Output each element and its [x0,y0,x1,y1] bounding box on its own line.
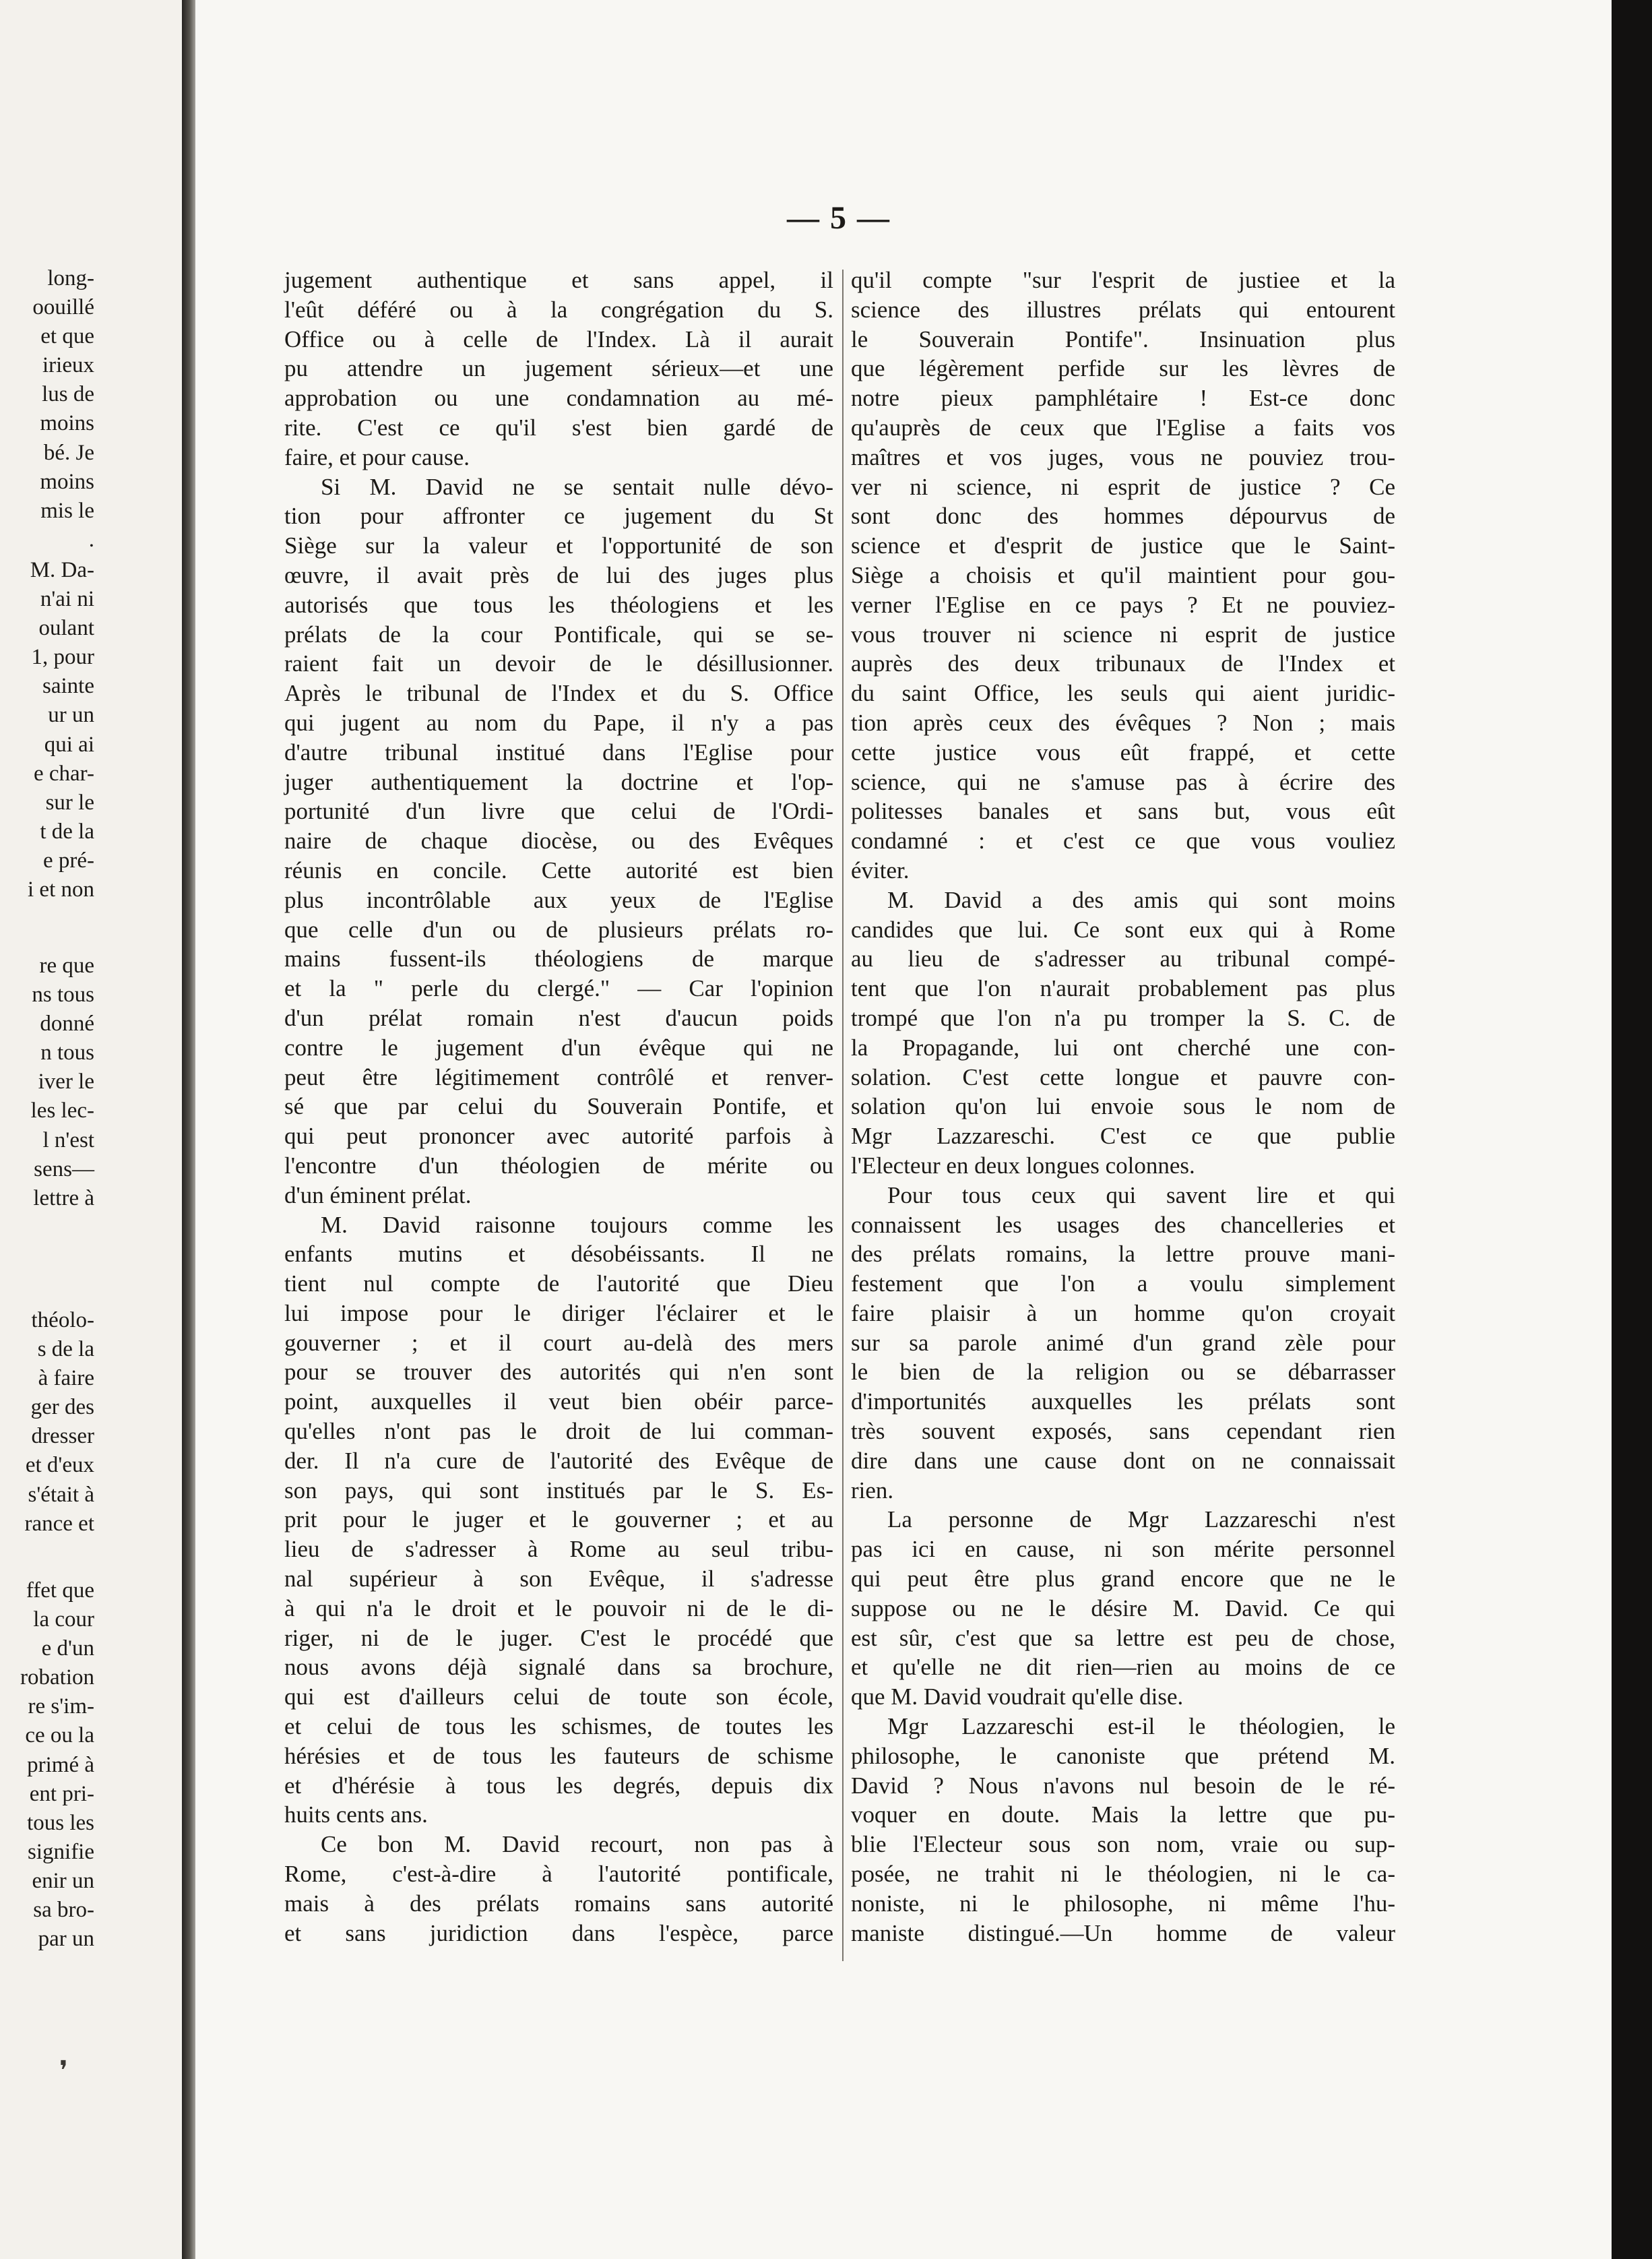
text-line: très souvent exposés, sans cependant rien [851,1418,1395,1445]
facing-page-line: e d'un [41,1636,94,1661]
text-line: ver ni science, ni esprit de justice ? Ce [851,473,1395,500]
text-line: Siège sur la valeur et l'opportunité de son [284,532,833,559]
facing-page-line: moins [40,411,94,436]
text-line: qu'auprès de ceux que l'Eglise a faits vos [851,414,1395,441]
text-line: condamné : et c'est ce que vous vouliez [851,828,1395,855]
text-line: M. David a des amis qui sont moins [887,886,1395,913]
facing-page-line: long- [47,266,94,290]
facing-page-line: donné [40,1012,94,1036]
text-line: tient nul compte de l'autorité que Dieu [284,1270,833,1297]
facing-page-line: l n'est [42,1127,94,1152]
text-line: M. David raisonne toujours comme les [321,1211,833,1238]
text-line: qui peut être plus grand encore que ne le [851,1566,1395,1592]
facing-page-text-block [0,264,94,555]
text-line: qu'elles n'ont pas le droit de lui comman- [284,1418,833,1445]
facing-page-text-block [0,952,94,1213]
column-rule [842,270,844,1961]
text-line: raient fait un devoir de le désillusionner. [284,650,833,677]
text-line: des prélats romains, la lettre prouve mani- [851,1241,1395,1268]
text-line: riger, ni de le juger. C'est le procédé que [284,1624,833,1651]
text-line: sé que par celui du Souverain Pontife, et [284,1093,833,1120]
text-line: mains fussent-ils théologiens de marque [284,946,833,972]
text-line: que légèrement perfide sur les lèvres de [851,355,1395,382]
text-line: prélats de la cour Pontificale, qui se se- [284,621,833,648]
facing-page-line: e pré- [42,848,94,873]
text-line: juger authentiquement la doctrine et l'op- [284,768,833,795]
text-line: portunité d'un livre que celui de l'Ordi- [284,798,833,825]
book-gutter [182,0,195,2259]
text-line: d'autre tribunal institué dans l'Eglise pour [284,739,833,766]
facing-page-line: irieux [42,353,94,378]
text-line: science et d'esprit de justice que le Saint- [851,532,1395,559]
text-line: Mgr Lazzareschi. C'est ce que publie [851,1123,1395,1150]
text-line: vous trouver ni science ni esprit de justice [851,621,1395,648]
facing-page-line: théolo- [31,1308,94,1332]
text-line: qui jugent au nom du Pape, il n'y a pas [284,709,833,736]
text-line: éviter. [851,857,910,884]
text-line: Ce bon M. David recourt, non pas à [321,1831,833,1858]
facing-page-line: lettre à [33,1185,94,1210]
text-line: nal supérieur à son Evêque, il s'adresse [284,1566,833,1592]
text-line: connaissent les usages des chancelleries et [851,1211,1395,1238]
facing-page-line: M. Da- [30,558,94,582]
text-line: la Propagande, lui ont cherché une con- [851,1034,1395,1061]
facing-page-line: re que [39,954,94,978]
text-line: à qui n'a le droit et le pouvoir ni de le di- [284,1595,833,1621]
text-line: cette justice vous eût frappé, et cette [851,739,1395,766]
text-line: gouverner ; et il court au-delà des mers [284,1329,833,1356]
text-line: réunis en concile. Cette autorité est bien [284,857,833,884]
text-line: science, qui ne s'amuse pas à écrire des [851,768,1395,795]
facing-page-line: bé. Je [43,440,94,465]
text-line: le Souverain Pontife". Insinuation plus [851,326,1395,352]
page-edge-shadow [1612,0,1652,2259]
text-line: science des illustres prélats qui entourent [851,296,1395,323]
text-line: tion pour affronter ce jugement du St [284,503,833,530]
text-line: candides que lui. Ce sont eux qui à Rome [851,916,1395,943]
text-line: Pour tous ceux qui savent lire et qui [887,1181,1395,1208]
text-line: lui impose pour le diriger l'éclairer et le [284,1299,833,1326]
text-line: maîtres et vos juges, vous ne pouviez trou- [851,443,1395,470]
facing-page-line: e char- [33,761,94,786]
text-line: sur sa parole animé d'un grand zèle pour [851,1329,1395,1356]
facing-page-line: ger des [30,1395,94,1420]
text-line: qui est d'ailleurs celui de toute son école, [284,1683,833,1710]
text-line: d'un prélat romain n'est d'aucun poids [284,1004,833,1031]
text-line: notre pieux pamphlétaire ! Est-ce donc [851,385,1395,412]
text-line: festement que l'on a voulu simplement [851,1270,1395,1297]
text-line: rien. [851,1477,894,1504]
facing-page-line: et que [40,324,94,349]
text-line: hérésies et de tous les fauteurs de schisme [284,1742,833,1769]
text-line: philosophe, le canoniste que prétend M. [851,1742,1395,1769]
text-line: mais à des prélats romains sans autorité [284,1890,833,1917]
facing-page-line: . [88,527,94,552]
facing-page-line: signifie [28,1839,94,1864]
facing-page-line: ce ou la [25,1723,94,1748]
text-line: enfants mutins et désobéissants. Il ne [284,1241,833,1268]
facing-page-line: t de la [40,819,94,844]
facing-page-line: sur le [45,790,94,815]
text-line: Siège a choisis et qu'il maintient pour gou- [851,561,1395,588]
facing-page-line: i et non [28,877,94,902]
text-line: David ? Nous n'avons nul besoin de le ré- [851,1772,1395,1799]
text-line: pu attendre un jugement sérieux—et une [284,355,833,382]
text-line: point, auxquelles il veut bien obéir parce- [284,1388,833,1415]
facing-page-line: primé à [27,1752,94,1777]
facing-page-line: lus de [42,382,94,407]
text-line: que celle d'un ou de plusieurs prélats ro- [284,916,833,943]
text-column-left [284,266,833,1948]
text-line: peut être légitimement contrôlé et renver- [284,1063,833,1090]
text-line: politesses banales et sans but, vous eût [851,798,1395,825]
text-line: le bien de la religion ou se débarrasser [851,1359,1395,1386]
facing-page-line: n tous [40,1041,94,1065]
facing-page-line: 1, pour [31,645,94,670]
facing-page-text-block [0,1576,94,1954]
text-line: faire, et pour cause. [284,443,470,470]
text-line: tion après ceux des évêques ? Non ; mais [851,709,1395,736]
text-line: trompé que l'on n'a pu tromper la S. C. de [851,1004,1395,1031]
facing-page-line: dresser [31,1424,94,1449]
text-line: pour se trouver des autorités qui n'en sont [284,1359,833,1386]
facing-page-line: oulant [38,616,94,641]
text-line: maniste distingué.—Un homme de valeur [851,1919,1395,1946]
facing-page-line: n'ai ni [40,587,94,612]
text-line: au lieu de s'adresser au tribunal compé- [851,946,1395,972]
facing-page-line: oouillé [32,295,94,320]
facing-page-line: s de la [37,1337,94,1362]
text-line: posée, ne trahit ni le théologien, ni le ca- [851,1861,1395,1888]
text-line: Office ou à celle de l'Index. Là il aurait [284,326,833,352]
facing-page-line: les lec- [30,1098,94,1123]
text-line: auprès des deux tribunaux de l'Index et [851,650,1395,677]
facing-page-line: robation [20,1665,94,1690]
text-line: voquer en doute. Mais la lettre que pu- [851,1801,1395,1828]
facing-page-line: re s'im- [28,1694,94,1719]
text-line: et qu'elle ne dit rien—rien au moins de ce [851,1654,1395,1681]
text-line: qu'il compte "sur l'esprit de justiee et la [851,267,1395,293]
text-line: est sûr, c'est que sa lettre est peu de chose, [851,1624,1395,1651]
facing-page-fragment [0,0,182,2259]
facing-page-line: et d'eux [25,1453,94,1478]
facing-page-line: sainte [42,674,94,699]
text-line: nous avons déjà signalé dans sa brochure, [284,1654,833,1681]
text-line: l'Electeur en deux longues colonnes. [851,1152,1195,1179]
text-line: Après le tribunal de l'Index et du S. Office [284,680,833,707]
text-line: et celui de tous les schismes, de toutes les [284,1713,833,1740]
facing-page-line: sa bro- [33,1898,94,1923]
facing-page-line: ur un [48,703,94,728]
facing-page-line: par un [38,1927,94,1952]
text-line: solation. C'est cette longue et pauvre con- [851,1063,1395,1090]
text-line: prit pour le juger et le gouverner ; et au [284,1506,833,1533]
text-line: suppose ou ne le désire M. David. Ce qui [851,1595,1395,1621]
text-line: Si M. David ne se sentait nulle dévo- [321,473,833,500]
facing-page-line: ns tous [32,983,94,1008]
text-line: jugement authentique et sans appel, il [284,267,833,293]
facing-page-line: à faire [38,1366,94,1391]
text-line: l'eût déféré ou à la congrégation du S. [284,296,833,323]
facing-page-line: enir un [32,1868,94,1893]
text-line: et la " perle du clergé." — Car l'opinion [284,975,833,1002]
text-line: Mgr Lazzareschi est-il le théologien, le [887,1713,1395,1740]
facing-page-line: sens— [34,1156,94,1181]
facing-page-text-block [0,1306,94,1539]
facing-page-line: tous les [27,1810,94,1835]
text-line: d'un éminent prélat. [284,1181,472,1208]
text-line: œuvre, il avait près de lui des juges plus [284,561,833,588]
facing-page-line: qui ai [44,732,94,757]
text-line: dire dans une cause dont on ne connaissait [851,1447,1395,1474]
text-column-right [851,266,1395,1948]
text-line: der. Il n'a cure de l'autorité des Evêque de [284,1447,833,1474]
facing-page-line: ffet que [26,1578,94,1603]
text-line: plus incontrôlable aux yeux de l'Eglise [284,886,833,913]
text-line: contre le jugement d'un évêque qui ne [284,1034,833,1061]
text-line: l'encontre d'un théologien de mérite ou [284,1152,833,1179]
text-line: et sans juridiction dans l'espèce, parce [284,1919,833,1946]
text-line: son pays, qui sont institués par le S. Es- [284,1477,833,1504]
facing-page-line: rance et [24,1511,94,1536]
facing-page-line: iver le [38,1070,94,1094]
text-line: rite. C'est ce qu'il s'est bien gardé de [284,414,833,441]
text-line: pas ici en cause, ni son mérite personnel [851,1536,1395,1563]
text-line: tent que l'on n'aurait probablement pas plus [851,975,1395,1002]
text-line: approbation ou une condamnation au mé- [284,385,833,412]
facing-page-text-block [0,556,94,904]
facing-page-line: la cour [33,1607,94,1632]
page-number: — 5 — [787,200,891,236]
text-line: lieu de s'adresser à Rome au seul tribu- [284,1536,833,1563]
text-line: huits cents ans. [284,1801,428,1828]
text-line: solation qu'on lui envoie sous le nom de [851,1093,1395,1120]
facing-page-line: ent pri- [29,1781,94,1806]
text-line: blie l'Electeur sous son nom, vraie ou sup- [851,1831,1395,1858]
facing-page-line: moins [40,469,94,494]
text-line: sont donc des hommes dépourvus de [851,503,1395,530]
ink-mark: ❜ [59,2055,68,2086]
text-line: qui peut prononcer avec autorité parfois à [284,1123,833,1150]
facing-page-line: s'était à [28,1482,94,1507]
text-line: autorisés que tous les théologiens et les [284,591,833,618]
text-line: d'importunités auxquelles les prélats sont [851,1388,1395,1415]
text-line: verner l'Eglise en ce pays ? Et ne pouviez- [851,591,1395,618]
text-line: naire de chaque diocèse, ou des Evêques [284,828,833,855]
text-line: et d'hérésie à tous les degrés, depuis dix [284,1772,833,1799]
text-line: La personne de Mgr Lazzareschi n'est [887,1506,1395,1533]
text-line: Rome, c'est-à-dire à l'autorité pontificale, [284,1861,833,1888]
text-line: faire plaisir à un homme qu'on croyait [851,1299,1395,1326]
text-line: du saint Office, les seuls qui aient juridic- [851,680,1395,707]
text-line: que M. David voudrait qu'elle dise. [851,1683,1184,1710]
facing-page-line: mis le [40,498,94,523]
text-line: noniste, ni le philosophe, ni même l'hu- [851,1890,1395,1917]
